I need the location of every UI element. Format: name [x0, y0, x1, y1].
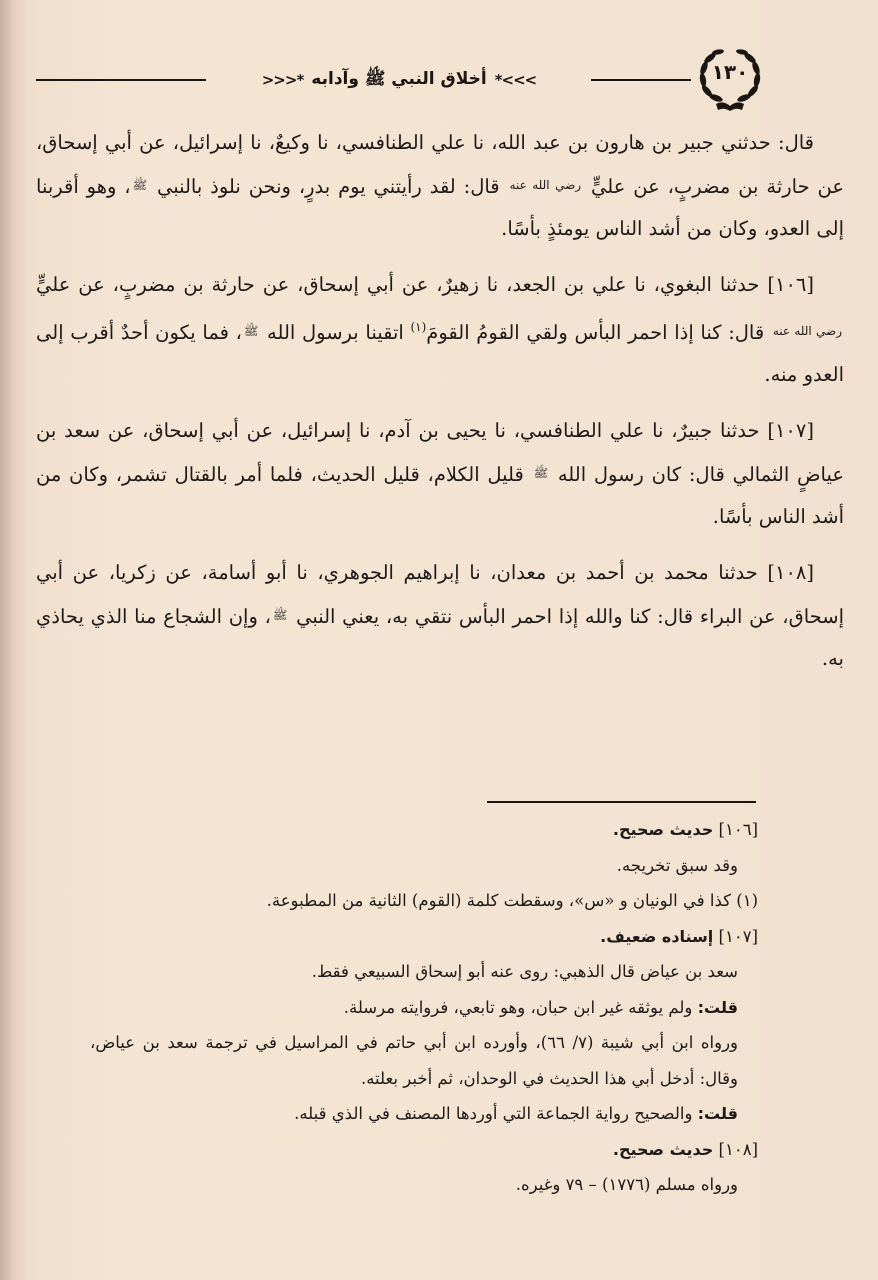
hadith-paragraph-108: [36, 552, 844, 680]
footnote-heading-108: [90, 1132, 758, 1168]
footnote-line: [90, 954, 758, 990]
footnote-number: [١٠٦]: [718, 820, 758, 839]
honorific-radiallahu-icon: رضي الله عنه: [509, 178, 582, 192]
header-rule-right: [591, 79, 691, 81]
footnote-separator: [487, 801, 756, 803]
footnote-line: [90, 1096, 758, 1132]
footnote-text: والصحيح رواية الجماعة التي أوردها المصنف في الذي قبله.: [294, 1104, 693, 1123]
footnote-text: وقد سبق تخريجه.: [616, 855, 738, 875]
footnote-line: [90, 1025, 758, 1096]
hadith-text: قليل الكلام، قليل الحديث، فلما أمر بالقتال تشمر، وكان من أشد الناس بأسًا.: [36, 463, 844, 528]
grading-label: حديث صحيح.: [612, 1139, 714, 1159]
honorific-salawat-icon: ﷺ: [272, 608, 288, 622]
grading-label: حديث صحيح.: [612, 820, 714, 839]
page-number: ١٣٠: [711, 60, 749, 84]
footnote-text: ورواه ابن أبي شيبة (٧/ ٦٦)، وأورده ابن أبي حاتم في المراسيل في ترجمة سعد بن عياض، وقال: أدخل أبي هذا الحديث في الوحدان، ثم أخبر بعلته.: [90, 1033, 739, 1088]
footnotes: [90, 812, 758, 1203]
footnote-number: [١٠٨]: [718, 1139, 758, 1159]
main-text: [36, 122, 844, 694]
qultu-label: قلت:: [697, 997, 738, 1017]
hadith-paragraph-106: [36, 264, 844, 396]
hadith-number: [١٠٦]: [767, 273, 815, 296]
page-number-badge: [696, 40, 764, 114]
footnote-text: ولم يوثقه غير ابن حبان، وهو تابعي، فروايته مرسلة.: [343, 997, 693, 1017]
footnote-text: (١) كذا في الونيان و «س»، وسقطت كلمة (القوم) الثانية من المطبوعة.: [266, 891, 758, 910]
hadith-text: قال: حدثني جبير بن هارون بن عبد الله، نا علي الطنافسي، نا وكيعٌ، نا إسرائيل، عن أبي إسحاق، عن حارثة بن مضربٍ، عن عليٍّ: [36, 131, 845, 198]
hadith-text: ، وهو أقربنا إلى العدو، وكان من أشد الناس يومئذٍ بأسًا.: [36, 175, 844, 240]
hadith-text: ، فما يكون أحدٌ أقرب إلى العدو منه.: [36, 321, 844, 386]
hadith-text: قال: كنا إذا احمر البأس ولقي القومُ القومَ: [426, 321, 765, 344]
ornament-right-icon: *<<<: [494, 71, 537, 89]
footnote-line: [90, 848, 758, 884]
footnote-reference[interactable]: (١): [410, 320, 427, 334]
hadith-text: اتقينا برسول الله: [267, 321, 404, 344]
footnote-note-1: [90, 883, 758, 919]
honorific-radiallahu-icon: رضي الله عنه: [772, 324, 842, 338]
hadith-text: حدثنا جبيرٌ، نا علي الطنافسي، نا يحيى بن آدم، نا إسرائيل، عن أبي إسحاق، عن سعد بن عياضٍ الثمالي قال: كان رسول الله: [36, 419, 845, 486]
qultu-label: قلت:: [697, 1104, 738, 1123]
honorific-salawat-icon: ﷺ: [132, 178, 148, 192]
hadith-text: حدثنا البغوي، نا علي بن الجعد، نا زهيرٌ، عن أبي إسحاق، عن حارثة بن مضربٍ، عن عليٍّ: [36, 273, 760, 296]
footnote-heading-107: [90, 919, 758, 955]
footnote-text: سعد بن عياض قال الذهبي: روى عنه أبو إسحاق السبيعي فقط.: [311, 962, 738, 981]
footnote-number: [١٠٧]: [718, 926, 758, 946]
hadith-paragraph: [36, 122, 844, 250]
honorific-salawat-icon: ﷺ: [533, 466, 549, 480]
honorific-salawat-icon: ﷺ: [243, 324, 259, 338]
hadith-text: حدثنا محمد بن أحمد بن معدان، نا إبراهيم الجوهري، نا أبو أسامة، عن زكريا، عن أبي إسحاق، عن البراء قال: كنا والله إذا احمر البأس نتقي به، يعني النبي: [36, 561, 844, 628]
grading-label: إسناده ضعيف.: [600, 926, 714, 946]
footnote-text: ورواه مسلم (١٧٧٦) – ٧٩ وغيره.: [515, 1175, 738, 1194]
hadith-text: قال: لقد رأيتني يوم بدرٍ، ونحن نلوذ بالنبي: [156, 175, 500, 198]
hadith-paragraph-107: [36, 410, 844, 538]
running-header: [36, 40, 764, 116]
header-title-wrap: [212, 64, 586, 96]
hadith-number: [١٠٨]: [767, 561, 815, 584]
hadith-text: ، وإن الشجاع منا الذي يحاذي به.: [36, 605, 844, 670]
footnote-line: [90, 990, 758, 1026]
running-title: أخلاق النبي ﷺ وآدابه: [311, 68, 487, 89]
ornament-left-icon: >>>*: [261, 71, 304, 89]
footnote-heading-106: [90, 812, 758, 848]
header-rule-left: [36, 79, 206, 81]
footnote-line: [90, 1167, 758, 1203]
hadith-number: [١٠٧]: [767, 419, 814, 442]
